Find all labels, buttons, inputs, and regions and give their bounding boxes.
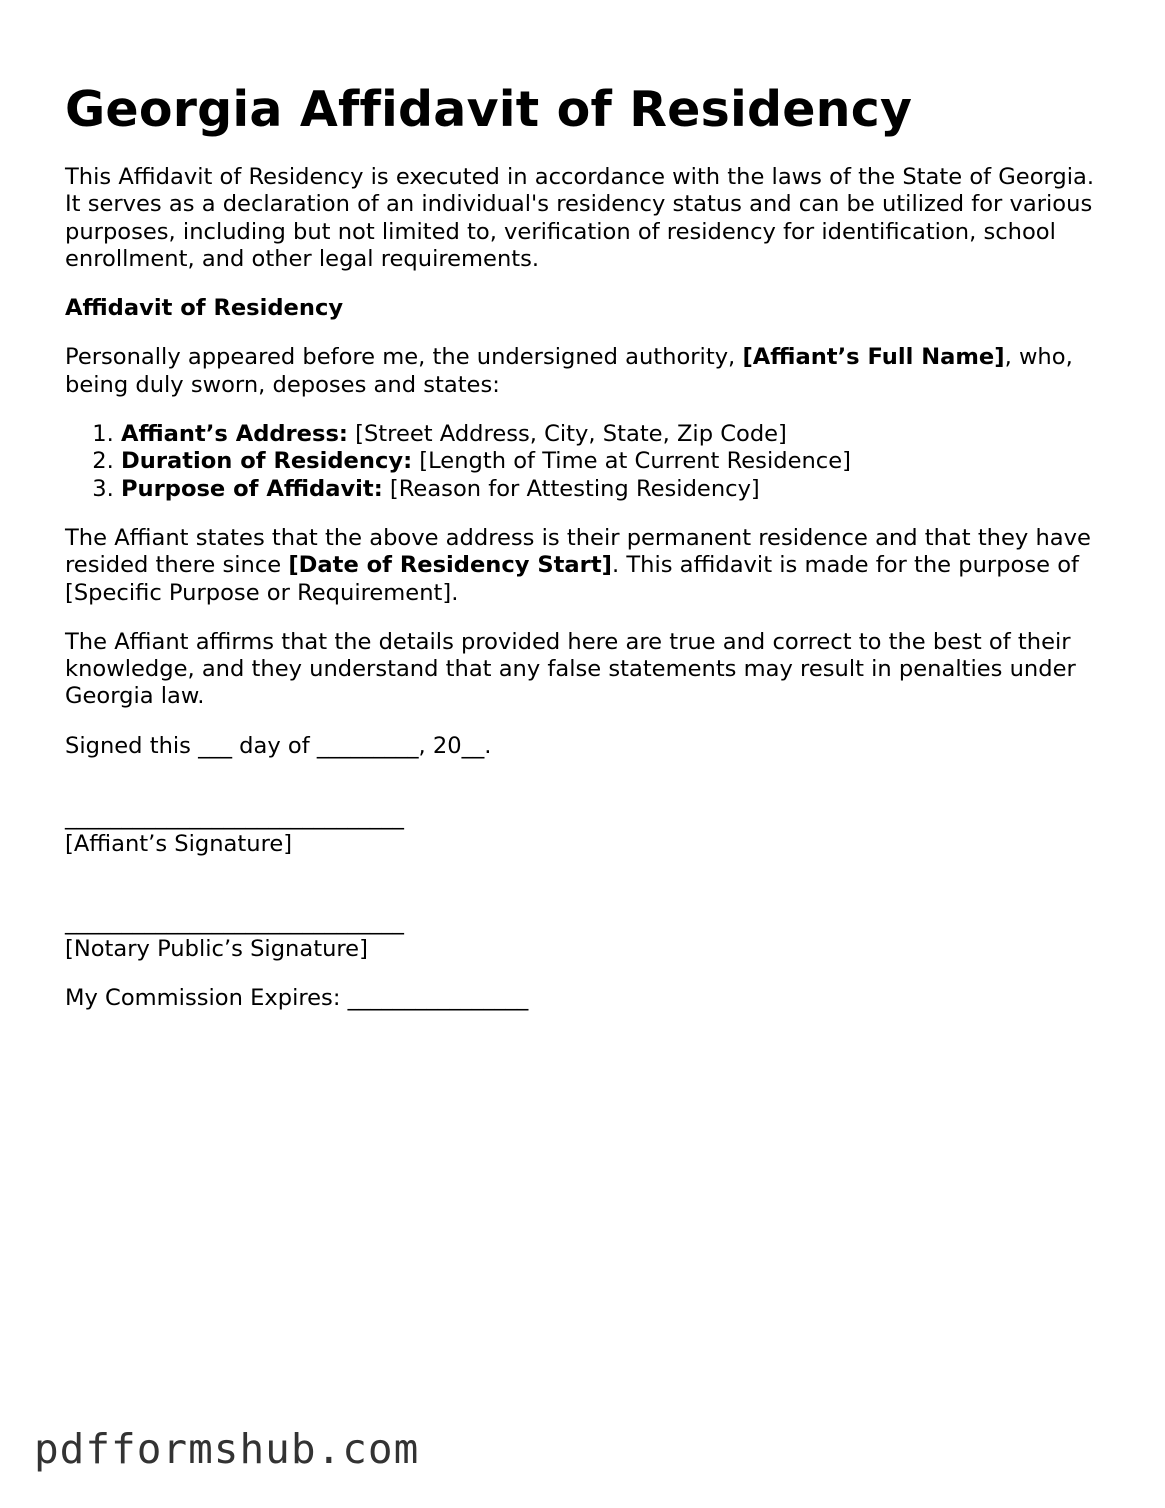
intro-paragraph: This Affidavit of Residency is executed in accordance with the laws of the State of Georgia. It serves as a declaration of an individual's residency status and can be utilized for various purposes, including but not limited to, verification of residency for identification, school enrollment, and other legal requirements. <box>65 164 1095 272</box>
document-page <box>65 80 1105 1013</box>
appearance-suffix: , who, being duly sworn, deposes and states: <box>65 344 1073 398</box>
statement-suffix: . This affidavit is made for the purpose of [Specific Purpose or Requirement]. <box>65 552 1079 606</box>
list-item <box>121 421 1105 448</box>
statement-prefix: The Affiant states that the above address is their permanent residence and that they have resided there since <box>65 524 1091 579</box>
signed-date-line: Signed this ___ day of _________, 20__. <box>65 732 492 759</box>
item-value: [Reason for Attesting Residency] <box>382 475 760 502</box>
affiant-signature-label: [Affiant’s Signature] <box>65 831 293 858</box>
section-heading: Affidavit of Residency <box>65 295 344 322</box>
list-item <box>121 448 1105 475</box>
affiant-name-placeholder: [Affiant’s Full Name] <box>742 344 1005 371</box>
affiant-signature-line: ______________________________ <box>65 804 404 831</box>
notary-signature-line: ______________________________ <box>65 908 404 935</box>
list-item <box>121 476 1105 503</box>
appearance-paragraph <box>65 344 1105 399</box>
item-value: [Length of Time at Current Residence] <box>412 448 851 475</box>
affidavit-items-list <box>65 421 1105 503</box>
item-value: [Street Address, City, State, Zip Code] <box>347 421 787 448</box>
residency-statement <box>65 525 1105 607</box>
commission-expires-line: My Commission Expires: ________________ <box>65 985 529 1012</box>
appearance-prefix: Personally appeared before me, the undersigned authority, <box>65 344 743 371</box>
watermark-text: pdfformshub.com <box>34 1425 420 1473</box>
residency-start-placeholder: [Date of Residency Start] <box>288 552 612 579</box>
affirmation-paragraph: The Affiant affirms that the details provided here are true and correct to the best of their knowledge, and they understand that any false statements may result in penalties under Georgia law. <box>65 628 1076 710</box>
notary-signature-label: [Notary Public’s Signature] <box>65 935 368 962</box>
item-label: Affiant’s Address: <box>121 421 348 448</box>
signature-block <box>65 782 1105 1012</box>
item-label: Purpose of Affidavit: <box>121 475 383 502</box>
item-label: Duration of Residency: <box>121 448 413 475</box>
document-title: Georgia Affidavit of Residency <box>65 81 913 138</box>
